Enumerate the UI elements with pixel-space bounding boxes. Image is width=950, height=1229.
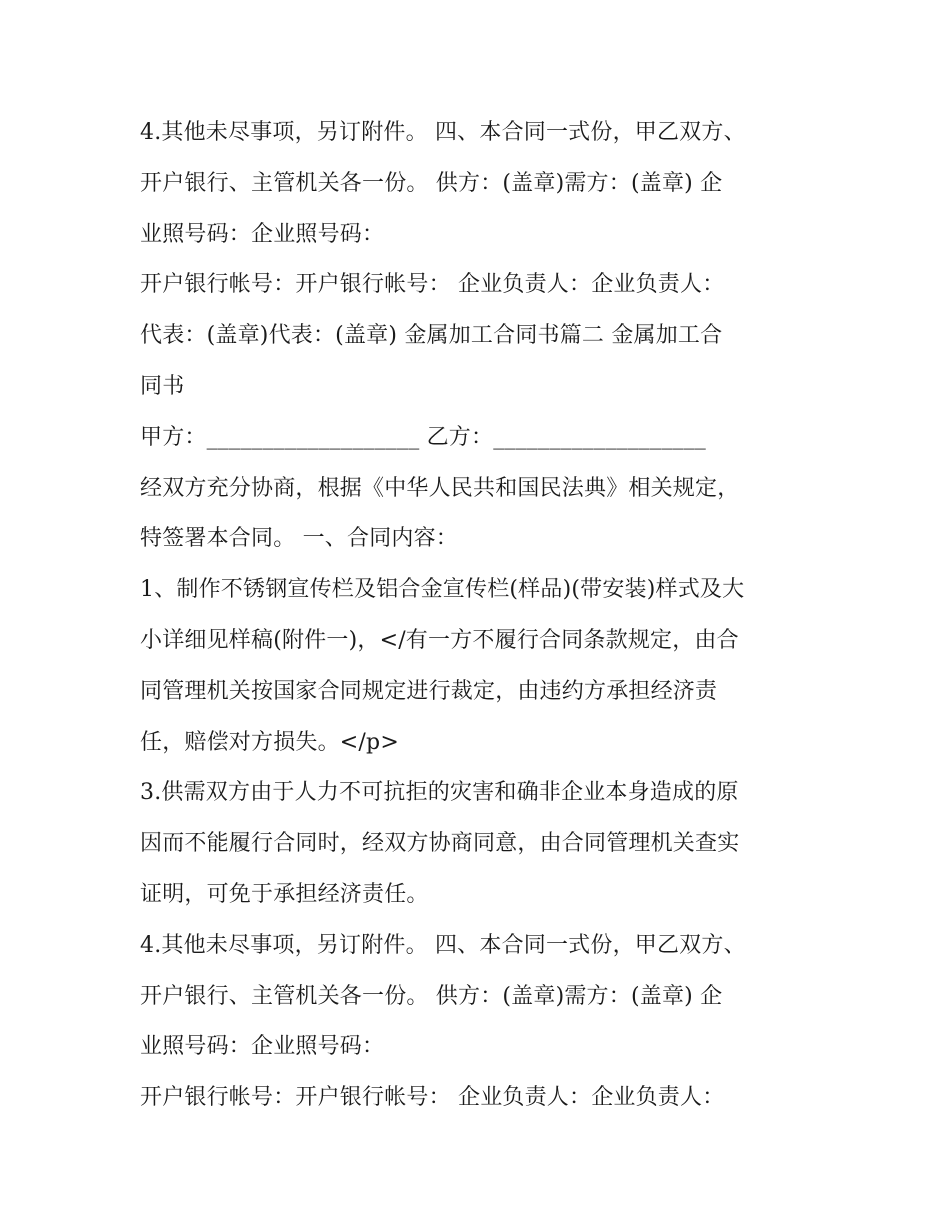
text-line: 业照号码：企业照号码： [140,1034,385,1060]
text-line: 3.供需双方由于人力不可抗拒的灾害和确非企业本身造成的原 [140,780,739,806]
text-line: 开户银行帐号：开户银行帐号： 企业负责人：企业负责人： [140,272,725,298]
party-signature-line: 甲方：___________________ 乙方：___________________ [140,424,706,450]
text-line: 业照号码：企业照号码： [140,221,385,247]
text-line: 4.其他未尽事项，另订附件。 四、本合同一式份，甲乙双方、 [140,120,746,145]
text-line: 小详细见样稿(附件一)，</有一方不履行合同条款规定，由合 [140,627,739,653]
text-line: 证明，可免于承担经济责任。 [140,881,429,907]
text-line: 代表：(盖章)代表：(盖章) 金属加工合同书篇二 金属加工合 [140,323,723,349]
document-body [140,108,820,1124]
text-line: 4.其他未尽事项，另订附件。 四、本合同一式份，甲乙双方、 [140,932,746,958]
text-line: 因而不能履行合同时，经双方协商同意，由合同管理机关查实 [140,831,740,857]
text-line: 开户银行、主管机关各一份。 供方：(盖章)需方：(盖章) 企 [140,170,723,196]
text-line: 同管理机关按国家合同规定进行裁定，由违约方承担经济责 [140,678,718,704]
text-line: 同书 [140,373,185,399]
text-line: 开户银行、主管机关各一份。 供方：(盖章)需方：(盖章) 企 [140,983,723,1009]
text-line: 1、制作不锈钢宣传栏及铝合金宣传栏(样品)(带安装)样式及大 [140,577,745,603]
text-line: 开户银行帐号：开户银行帐号： 企业负责人：企业负责人： [140,1085,725,1111]
text-line: 经双方充分协商，根据《中华人民共和国民法典》相关规定， [140,475,740,501]
text-line: 任，赔偿对方损失。</p> [140,729,399,755]
text-line: 特签署本合同。 一、合同内容： [140,526,458,552]
